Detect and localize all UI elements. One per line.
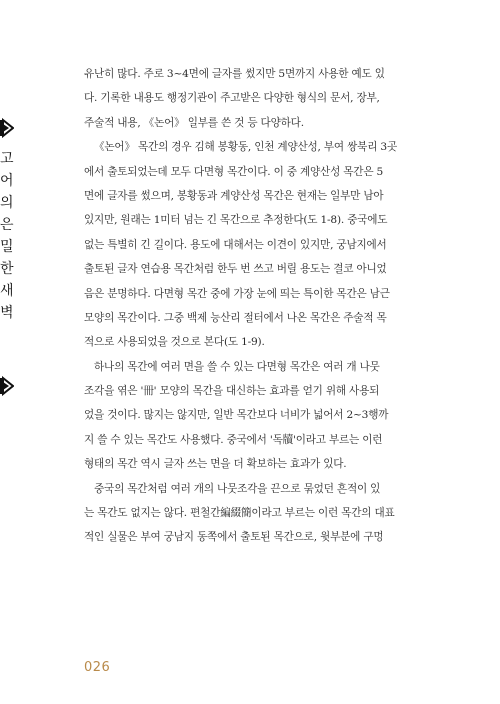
ornament-top-icon xyxy=(0,118,14,138)
paragraph xyxy=(84,62,414,135)
running-head-char: 고 xyxy=(0,151,14,167)
text-line: 었을 것이다. 많지는 않지만, 일반 목간보다 너비가 넓어서 2~3행까 xyxy=(84,409,389,422)
text-line: 《논어》 목간의 경우 김해 봉황동, 인천 계양산성, 부여 쌍북리 3곳 xyxy=(94,141,397,154)
text-line: 다. 기록한 내용도 행정기관이 주고받은 다양한 형식의 문서, 장부, xyxy=(84,92,380,105)
running-head-char: 새 xyxy=(0,283,14,299)
text-line: 유난히 많다. 주로 3~4면에 글자를 썼지만 5면까지 사용한 예도 있 xyxy=(84,68,385,80)
page-number: 026 xyxy=(84,660,111,675)
body-text xyxy=(84,62,414,550)
text-line: 모양의 목간이다. 그중 백제 능산리 절터에서 나온 목간은 주술적 목 xyxy=(84,311,387,324)
text-line: 출토된 글자 연습용 목간처럼 한두 번 쓰고 버릴 용도는 결코 아니었 xyxy=(84,263,387,276)
paragraph xyxy=(84,477,414,550)
paragraph xyxy=(84,355,414,477)
running-head-title xyxy=(0,148,16,324)
paragraph xyxy=(84,135,414,355)
text-line: 음은 분명하다. 다면형 목간 중에 가장 눈에 띄는 특이한 목간은 남근 xyxy=(84,287,390,300)
running-head-char: 벽 xyxy=(0,305,14,321)
text-line: 하나의 목간에 여러 면을 쓸 수 있는 다면형 목간은 여러 개 나뭇 xyxy=(94,360,380,373)
text-line: 에서 출토되었는데 모두 다면형 목간이다. 이 중 계양산성 목간은 5 xyxy=(84,165,384,178)
running-head-char: 의 xyxy=(0,195,14,211)
text-line: 지 쓸 수 있는 목간도 사용했다. 중국에서 '독牘'이라고 부르는 이런 xyxy=(84,433,383,446)
running-head-char: 어 xyxy=(0,173,14,189)
text-line: 적인 실물은 부여 궁남지 동쪽에서 출토된 목간으로, 윗부분에 구멍 xyxy=(84,531,384,544)
text-line: 있지만, 원래는 1미터 넘는 긴 목간으로 추정한다(도 1-8). 중국에도 xyxy=(84,214,388,227)
text-line: 없는 특별히 긴 길이다. 용도에 대해서는 이견이 있지만, 궁남지에서 xyxy=(84,238,387,251)
text-line: 면에 글자를 썼으며, 봉황동과 계양산성 목간은 현재는 일부만 남아 xyxy=(84,189,384,202)
text-line: 중국의 목간처럼 여러 개의 나뭇조각을 끈으로 묶었던 흔적이 있 xyxy=(94,482,381,495)
running-head-char: 밀 xyxy=(0,239,14,255)
text-line: 주술적 내용, 《논어》 일부를 쓴 것 등 다양하다. xyxy=(84,116,304,129)
text-line: 적으로 사용되었을 것으로 본다(도 1-9). xyxy=(84,336,265,349)
ornament-bottom-icon xyxy=(0,376,14,396)
text-line: 조각을 엮은 '冊' 모양의 목간을 대신하는 효과를 얻기 위해 사용되 xyxy=(84,385,380,398)
text-line: 형태의 목간 역시 글자 쓰는 면을 더 확보하는 효과가 있다. xyxy=(84,458,347,471)
running-head xyxy=(0,118,16,354)
running-head-char: 은 xyxy=(0,217,14,233)
running-head-char: 한 xyxy=(0,261,14,277)
text-line: 는 목간도 없지는 않다. 편철간編綴簡이라고 부르는 이런 목간의 대표 xyxy=(84,507,395,520)
